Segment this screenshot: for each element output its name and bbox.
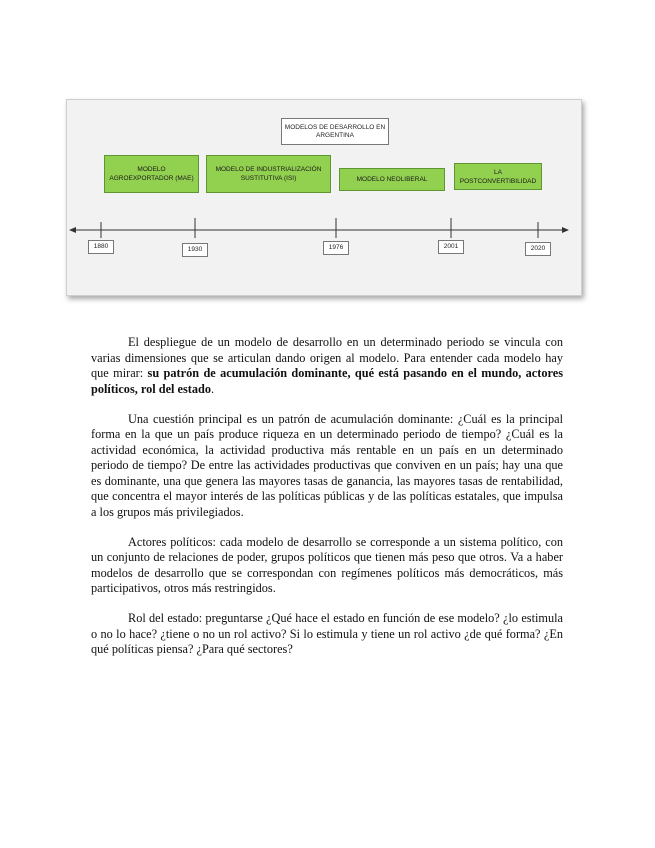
paragraph-accumulation: Una cuestión principal es un patrón de acumulación dominante: ¿Cuál es la principal forma en la que un país produce riqueza en un determinado periodo de tiempo? ¿Cuál es la actividad económica, la actividad productiva más rentable en un país en un determinado periodo de tiempo? De entre las actividades productivas que conviven en un país; hay una que es dominante, una que genera las mayores tasas de ganancia, las mayores tasas de rentabilidad, que concentra el mayor interés de las políticas públicas y de las políticas estatales, que impulsa a los grupos más privilegiados. <box>91 411 563 519</box>
year-label: 2001 <box>438 240 464 254</box>
timeline-figure <box>66 99 582 296</box>
paragraph-political-actors: Actores políticos: cada modelo de desarrollo se corresponde a un sistema político, con un conjunto de relaciones de poder, grupos políticos que tienen más peso que otros. Va a haber modelos de desarrollo que se correspondan con regímenes políticos más democráticos, más participativos, otros más restringidos. <box>91 534 563 595</box>
figure-title: MODELOS DE DESARROLLO EN ARGENTINA <box>281 118 389 145</box>
year-label: 1880 <box>88 240 114 254</box>
model-postconvertibilidad-box: LA POSTCONVERTIBILIDAD <box>454 163 542 190</box>
axis-left-arrow-icon <box>69 227 76 233</box>
timeline-axis <box>67 100 581 295</box>
year-label: 1930 <box>182 243 208 257</box>
model-neoliberal-box: MODELO NEOLIBERAL <box>339 168 445 191</box>
paragraph-intro-text: El despliegue de un modelo de desarrollo en un determinado periodo se vincula con varias dimensiones que se articulan dando origen al modelo. Para entender cada modelo hay que mirar: <box>91 335 563 380</box>
year-label: 2020 <box>525 242 551 256</box>
body-text <box>91 335 563 672</box>
year-label: 1976 <box>323 241 349 255</box>
model-agroexportador-box: MODELO AGROEXPORTADOR (MAE) <box>104 155 199 193</box>
axis-right-arrow-icon <box>562 227 569 233</box>
paragraph-intro <box>91 335 563 397</box>
paragraph-intro-end: . <box>211 381 215 396</box>
model-isi-box: MODELO DE INDUSTRIALIZACIÓN SUSTITUTIVA (ISI) <box>206 155 331 193</box>
paragraph-state-role: Rol del estado: preguntarse ¿Qué hace el estado en función de ese modelo? ¿lo estimula o no lo hace? ¿tiene o no un rol activo? Si lo estimula y tiene un rol activo ¿de qué forma? ¿En qué políticas piensa? ¿Para qué sectores? <box>91 611 563 656</box>
paragraph-intro-bold: su patrón de acumulación dominante, qué está pasando en el mundo, actores políticos, rol del estado <box>91 366 563 396</box>
